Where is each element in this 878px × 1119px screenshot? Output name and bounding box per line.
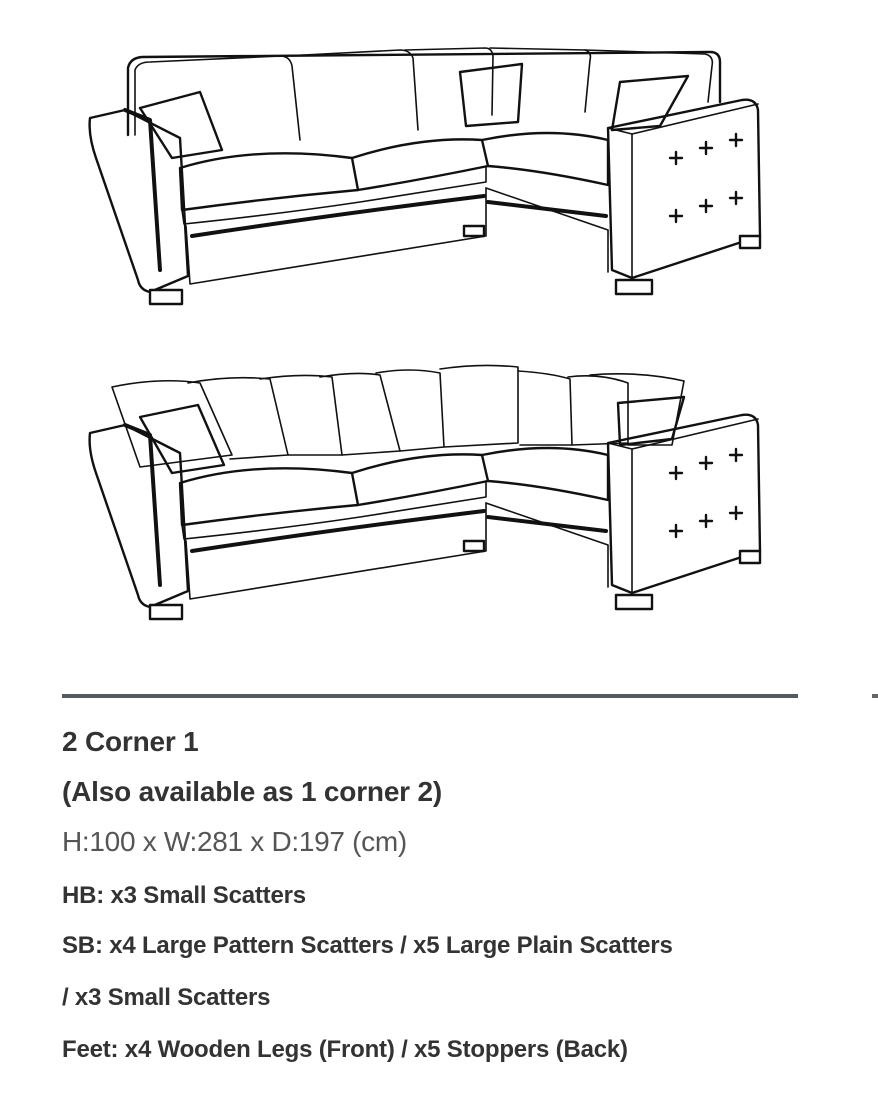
clipped-divider-edge	[872, 694, 878, 698]
sofa-illustration-high-back	[80, 40, 780, 315]
leg-front-right	[616, 280, 652, 294]
tufting-buttons	[670, 134, 742, 222]
product-title: 2 Corner 1	[62, 726, 199, 757]
left-arm-b	[90, 425, 188, 607]
product-alternative: (Also available as 1 corner 2)	[62, 776, 442, 807]
seat-cushion-1	[180, 153, 358, 210]
scatter-middle	[460, 64, 522, 126]
left-arm	[90, 110, 188, 292]
scatter-right	[612, 76, 688, 130]
sofa-high-back-drawing	[80, 40, 780, 315]
spec-hb: HB: x3 Small Scatters	[62, 882, 306, 909]
right-arm-b	[608, 415, 760, 593]
spec-sb-line1: SB: x4 Large Pattern Scatters / x5 Large Plain Scatters	[62, 932, 673, 959]
section-divider	[62, 694, 798, 698]
spec-feet: Feet: x4 Wooden Legs (Front) / x5 Stoppers (Back)	[62, 1036, 628, 1063]
sofa-scatter-back-drawing	[80, 355, 780, 630]
seat-cushion-corner	[482, 133, 608, 185]
spec-sb-line2: / x3 Small Scatters	[62, 984, 271, 1011]
seat-cushion-2	[352, 139, 488, 190]
product-dimensions: H:100 x W:281 x D:197 (cm)	[62, 826, 407, 857]
leg-front-left	[150, 290, 182, 304]
seat-cushion-1-b	[180, 468, 358, 525]
sofa-illustration-scatter-back	[80, 355, 780, 630]
right-arm	[608, 100, 760, 278]
tufting-buttons-b	[670, 449, 742, 537]
